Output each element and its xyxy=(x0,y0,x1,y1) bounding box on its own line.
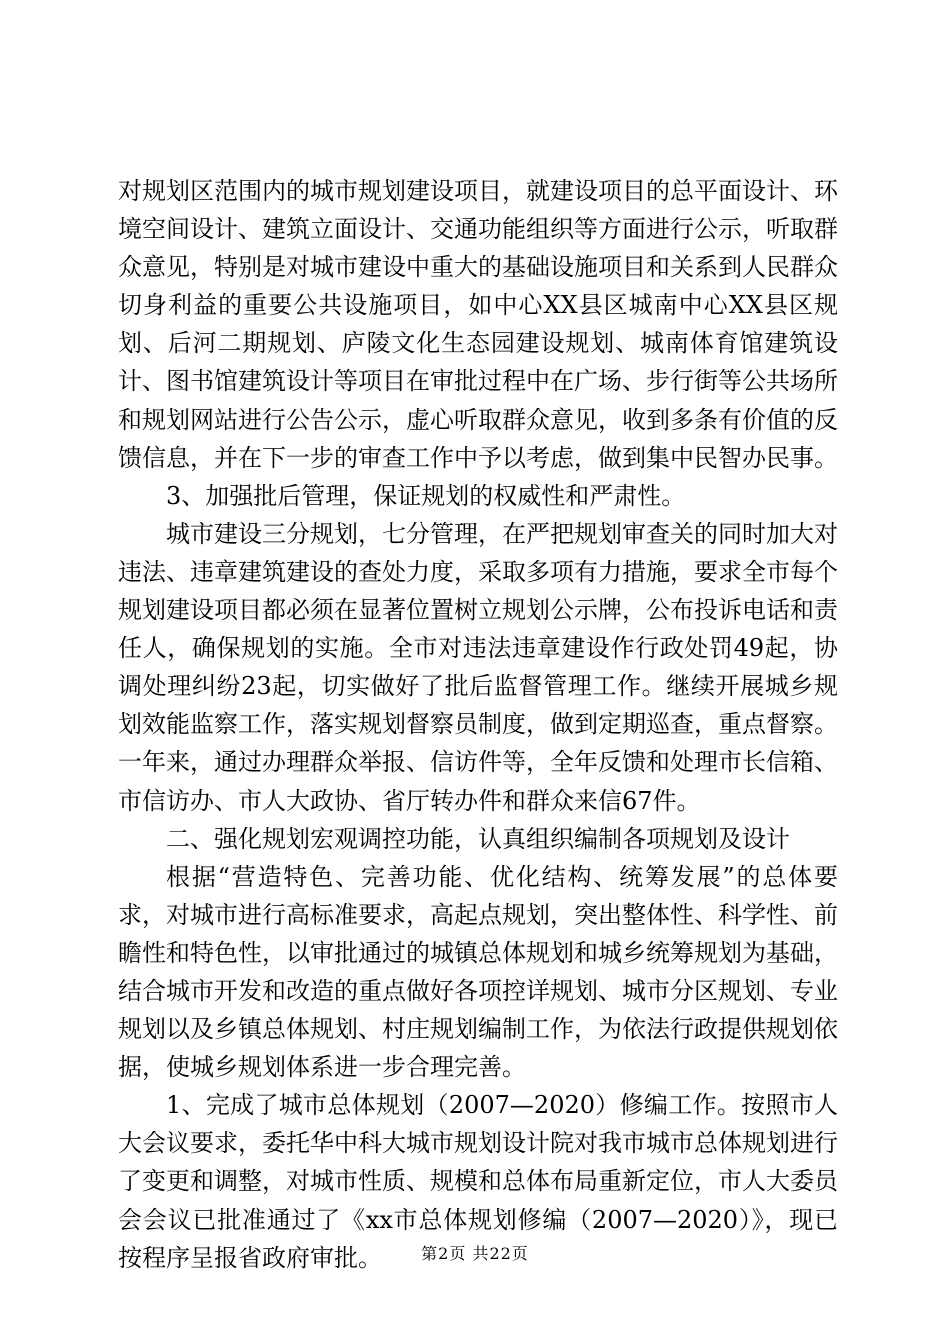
paragraph-public-notice: 对规划区范围内的城市规划建设项目，就建设项目的总平面设计、环境空间设计、建筑立面设计、交通功能组织等方面进行公示，听取群众意见，特别是对城市建设中重大的基础设施项目和关系到人民群众切身利益的重要公共设施项目，如中心XX县区城南中心XX县区规划、后河二期规划、庐陵文化生态园建设规划、城南体育馆建筑设计、图书馆建筑设计等项目在审批过程中在广场、步行街等公共场所和规划网站进行公告公示，虚心听取群众意见，收到多条有价值的反馈信息，并在下一步的审查工作中予以考虑，做到集中民智办民事。 xyxy=(118,177,838,472)
page-footer: 第2页 共22页 xyxy=(421,1244,529,1263)
document-body xyxy=(118,172,838,1277)
paragraph-overall-requirements: 根据“营造特色、完善功能、优化结构、统筹发展”的总体要求，对城市进行高标准要求，高起点规划，突出整体性、科学性、前瞻性和特色性，以审批通过的城镇总体规划和城乡统筹规划为基础，结合城市开发和改造的重点做好各项控详规划、城市分区规划、专业规划以及乡镇总体规划、村庄规划编制工作，为依法行政提供规划依据，使城乡规划体系进一步合理完善。 xyxy=(118,862,838,1082)
paragraph-heading-post-approval: 3、加强批后管理，保证规划的权威性和严肃性。 xyxy=(166,481,686,510)
paragraph-section-heading-two: 二、强化规划宏观调控功能，认真组织编制各项规划及设计 xyxy=(166,824,790,853)
paragraph-post-approval-management: 城市建设三分规划，七分管理，在严把规划审查关的同时加大对违法、违章建筑建设的查处力度，采取多项有力措施，要求全市每个规划建设项目都必须在显著位置树立规划公示牌，公布投诉电话和责任人，确保规划的实施。全市对违法违章建设作行政处罚49起，协调处理纠纷23起，切实做好了批后监督管理工作。继续开展城乡规划效能监察工作，落实规划督察员制度，做到定期巡查，重点督察。一年来，通过办理群众举报、信访件等，全年反馈和处理市长信箱、市信访办、市人大政协、省厅转办件和群众来信67件。 xyxy=(118,519,838,815)
paragraph-master-plan-revision: 1、完成了城市总体规划（2007—2020）修编工作。按照市人大会议要求，委托华中科大城市规划设计院对我市城市总体规划进行了变更和调整，对城市性质、规模和总体布局重新定位，市人大委员会会议已批准通过了《xx市总体规划修编（2007—2020）》，现已按程序呈报省政府审批。 xyxy=(118,1091,838,1272)
